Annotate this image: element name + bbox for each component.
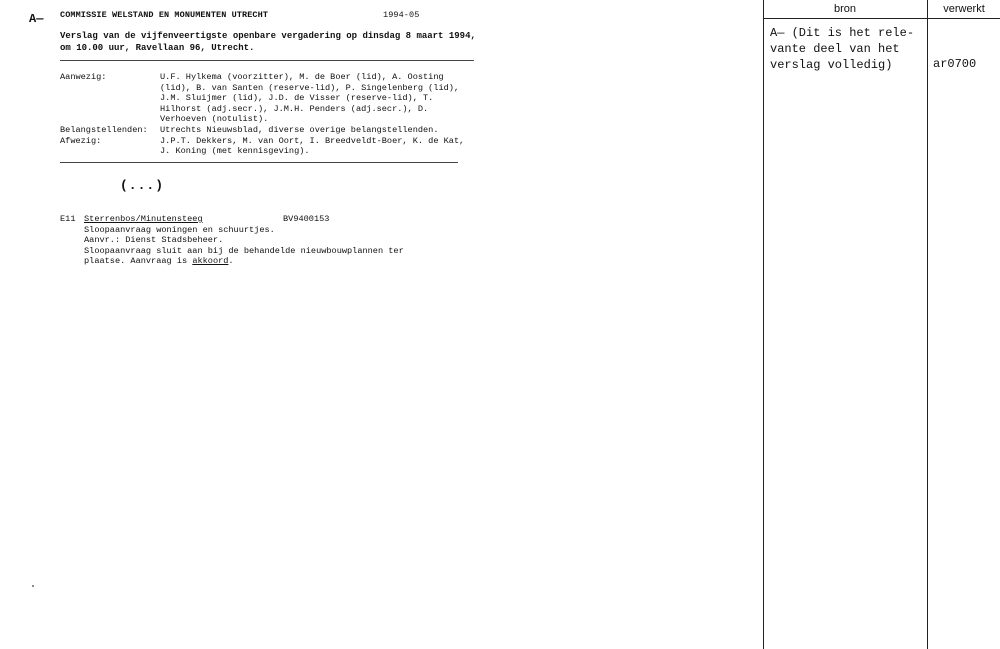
item-note: Sloopaanvraag sluit aan bij de behandelde nieuwbouwplannen ter — [84, 245, 404, 256]
present-line: Verhoeven (notulist). — [160, 114, 269, 125]
scan-speck — [32, 585, 34, 587]
absent-label: Afwezig: — [60, 135, 102, 146]
decision-prefix: plaatse. Aanvraag is — [84, 256, 193, 267]
present-line: Hilhorst (adj.secr.), J.M.H. Penders (adj.secr.), D. — [160, 103, 429, 114]
bron-line: vante deel van het — [770, 42, 900, 56]
absent-line: J. Koning (met kennisgeving). — [160, 146, 310, 157]
item-reference: BV9400153 — [283, 214, 330, 224]
verwerkt-cell: ar0700 — [933, 57, 977, 71]
divider-top — [60, 60, 474, 61]
bron-line: A— (Dit is het rele- — [770, 26, 915, 40]
interested-label: Belangstellenden: — [60, 125, 148, 135]
column-separator — [927, 0, 928, 649]
source-table — [763, 0, 1000, 649]
bron-cell — [770, 25, 914, 73]
item-code: E11 — [60, 214, 76, 224]
present-label: Aanwezig: — [60, 72, 107, 82]
header-number: 1994-05 — [383, 10, 420, 20]
interested-value: Utrechts Nieuwsblad, diverse overige belangstellenden. — [160, 125, 439, 135]
header-bron: bron — [763, 0, 927, 19]
subject-line: Verslag van de vijfenveertigste openbare vergadering op dinsdag 8 maart 1994, — [60, 31, 476, 41]
present-line: J.M. Sluijmer (lid), J.D. de Visser (reserve-lid), T. — [160, 93, 434, 104]
item-decision-line — [84, 256, 234, 267]
header-verwerkt: verwerkt — [928, 0, 1000, 19]
margin-marker: A— — [29, 12, 44, 26]
subject-line: om 10.00 uur, Ravellaan 96, Utrecht. — [60, 43, 255, 53]
bron-line: verslag volledig) — [770, 58, 893, 72]
divider-bottom — [60, 162, 458, 163]
item-title: Sterrenbos/Minutensteeg — [84, 214, 203, 224]
present-line: U.F. Hylkema (voorzitter), M. de Boer (lid), A. Oosting — [160, 72, 444, 82]
decision-word: akkoord — [192, 256, 229, 267]
decision-suffix: . — [228, 256, 234, 267]
omission-marker: (...) — [120, 178, 165, 193]
meeting-subject — [60, 30, 480, 54]
header-organization: COMMISSIE WELSTAND EN MONUMENTEN UTRECHT — [60, 10, 269, 20]
absent-line: J.P.T. Dekkers, M. van Oort, I. Breedveldt-Boer, K. de Kat, — [160, 135, 465, 146]
absent-list — [160, 136, 464, 157]
present-line: (lid), B. van Santen (reserve-lid), P. Singelenberg (lid), — [160, 82, 460, 93]
item-description: Sloopaanvraag woningen en schuurtjes. — [84, 224, 275, 235]
item-applicant: Aanvr.: Dienst Stadsbeheer. — [84, 235, 224, 246]
present-list — [160, 72, 459, 125]
